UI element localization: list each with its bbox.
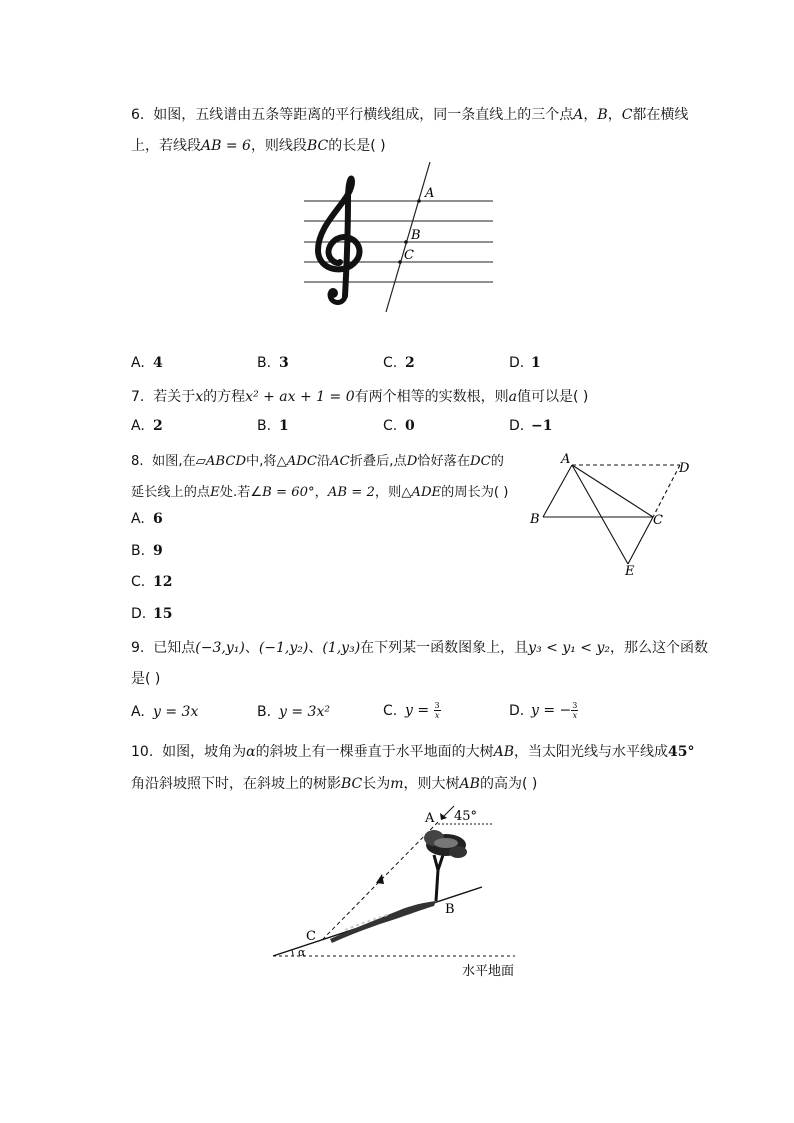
q6-line1: 6. 如图，五线谱由五条等距离的平行横线组成，同一条直线上的三个点A，B，C都在横线 [131,107,689,123]
q10-label-c: C [306,929,316,944]
q10-angle-45: 45° [454,809,478,824]
q9-line1: 9. 已知点(−3,y₁)、(−1,y₂)、(1,y₃)在下列某一函数图象上，且y₃ < y₁ < y₂，那么这个函数 [131,640,708,656]
q7-option-c[interactable]: C. 0 [383,418,415,434]
q8-label-d: D [679,461,690,476]
q6-label-b: B [411,228,421,243]
q8-label-a: A [561,452,571,467]
q10-line2: 角沿斜坡照下时，在斜坡上的树影BC长为m，则大树AB的高为( ) [131,776,538,792]
tree-icon [424,830,467,901]
q9-option-c[interactable]: C. y = $\frac{3}{x}$ [383,701,440,720]
q8-label-e: E [625,564,635,579]
q7-option-a[interactable]: A. 2 [131,418,163,434]
q7-option-b[interactable]: B. 1 [257,418,289,434]
q9-option-d[interactable]: D. y = − $\frac{3}{x}$ [509,701,578,720]
q6-option-a[interactable]: A. 4 [131,355,163,371]
q8-label-b: B [530,512,540,527]
q6-label-a: A [425,186,435,201]
q10-line1: 10. 如图，坡角为α的斜坡上有一棵垂直于水平地面的大树AB，当太阳光线与水平线成45° [131,744,695,760]
q8-option-a[interactable]: A. 6 [131,511,163,527]
q10-number: 10. [131,744,154,760]
q8-option-c[interactable]: C. 12 [131,574,173,590]
q6-label-c: C [404,248,414,263]
q6-option-b[interactable]: B. 3 [257,355,289,371]
q8-option-b[interactable]: B. 9 [131,543,163,559]
q7-option-d[interactable]: D. −1 [509,418,553,434]
q9-line2: 是( ) [131,671,161,687]
q8-option-d[interactable]: D. 15 [131,606,173,622]
q6-option-c[interactable]: C. 2 [383,355,415,371]
q9-number: 9. [131,640,145,656]
q6-number: 6. [131,107,145,123]
q6-option-d[interactable]: D. 1 [509,355,541,371]
q10-label-a: A [425,811,435,826]
q10-alpha-label: α [298,946,306,959]
q8-line1: 8. 如图,在▱ABCD中,将△ADC沿AC折叠后,点D恰好落在DC的 [131,454,504,469]
q7-number: 7. [131,389,145,405]
q7-stem: 7. 若关于x的方程x² + ax + 1 = 0有两个相等的实数根，则a值可以是( ) [131,389,589,405]
q9-option-b[interactable]: B. y = 3x² [257,704,330,720]
q6-line2: 上，若线段AB = 6，则线段BC的长是( ) [131,138,386,154]
q8-label-c: C [653,513,663,528]
q10-ground-label: 水平地面 [462,964,515,979]
q9-option-a[interactable]: A. y = 3x [131,704,199,720]
q8-number: 8. [131,454,144,469]
q10-label-b: B [445,902,455,917]
q8-line2: 延长线上的点E处.若∠B = 60°，AB = 2，则△ADE的周长为( ) [131,485,509,500]
tree-shadow [330,901,436,943]
